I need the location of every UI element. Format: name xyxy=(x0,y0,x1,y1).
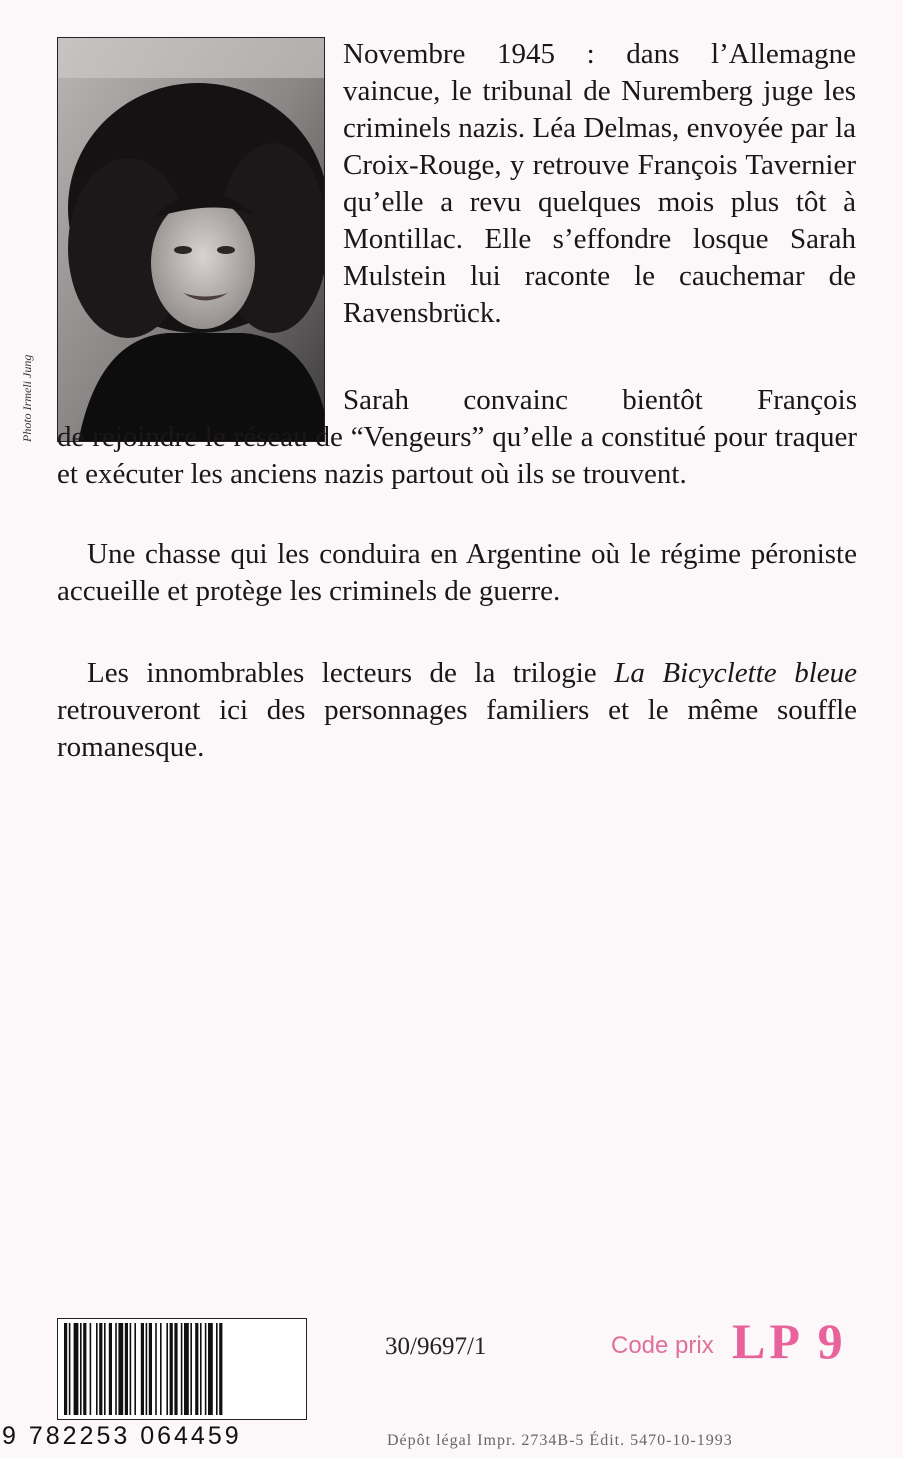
legal-deposit: Dépôt légal Impr. 2734B-5 Édit. 5470-10-1993 xyxy=(387,1432,733,1449)
barcode-bar xyxy=(205,1323,207,1415)
barcode-bar xyxy=(104,1323,106,1415)
barcode-bar xyxy=(200,1323,202,1415)
barcode-bar xyxy=(118,1323,123,1415)
barcode-bar xyxy=(149,1323,152,1415)
price-code-label: Code prix xyxy=(611,1332,714,1359)
barcode-bar xyxy=(190,1323,192,1415)
barcode-bar xyxy=(141,1323,144,1415)
barcode-bar xyxy=(125,1323,128,1415)
barcode-bar xyxy=(69,1323,71,1415)
barcode-bar xyxy=(170,1323,173,1415)
barcode-bar xyxy=(90,1323,92,1415)
barcode-bar xyxy=(130,1323,132,1415)
barcode-bar xyxy=(195,1323,198,1415)
barcode-bar xyxy=(181,1323,183,1415)
blurb-paragraph-3: Une chasse qui les conduira en Argentine où le régime péroniste accueille et protège les criminels de guerre. xyxy=(57,538,857,607)
barcode-bar xyxy=(219,1323,222,1415)
barcode-bar xyxy=(96,1323,98,1415)
barcode-number: 9 782253 064459 xyxy=(2,1422,242,1450)
barcode-bar xyxy=(208,1323,213,1415)
photo-credit: Photo Irmeli Jung xyxy=(20,354,34,442)
barcode-bar xyxy=(146,1323,148,1415)
code-number: 30/9697/1 xyxy=(385,1333,487,1360)
barcode-bar xyxy=(216,1323,218,1415)
book-title: La Bicyclette bleue xyxy=(614,657,857,689)
blurb-paragraph-2 xyxy=(57,382,857,493)
blurb-paragraph-4 xyxy=(57,655,857,766)
barcode-bar xyxy=(109,1323,112,1415)
price-code: LP 9 xyxy=(732,1313,847,1369)
barcode-bar xyxy=(80,1323,82,1415)
barcode-bar xyxy=(83,1323,86,1415)
barcode-bar xyxy=(64,1323,67,1415)
barcode-bar xyxy=(166,1323,168,1415)
blurb-paragraph-2-lead: Sarah convainc bientôt François xyxy=(343,384,857,416)
barcode-bar xyxy=(155,1323,157,1415)
blurb-paragraph-2-rest: de rejoindre le réseau de “Vengeurs” qu’elle a constitué pour traquer et exécuter les anciens nazis partout où ils se trouvent. xyxy=(57,421,857,490)
barcode-bars xyxy=(58,1319,306,1419)
barcode xyxy=(57,1318,307,1420)
barcode-bar xyxy=(99,1323,102,1415)
barcode-bar xyxy=(184,1323,189,1415)
blurb-paragraph-4-end: retrouveront ici des personnages familiers et le même souffle romanesque. xyxy=(57,694,857,763)
barcode-bar xyxy=(74,1323,79,1415)
barcode-bar xyxy=(115,1323,117,1415)
blurb-paragraph-4-start: Les innombrables lecteurs de la trilogie xyxy=(87,657,615,689)
blurb-paragraph-1: Novembre 1945 : dans l’Allemagne vaincue, le tribunal de Nuremberg juge les criminels nazis. Léa Delmas, envoyée par la Croix-Rouge, y retrouve François Tavernier qu’elle a revu quelques mois plus tôt à Montillac. Elle s’effondre losque Sarah Mulstein lui raconte le cauchemar de Ravensbrück. xyxy=(343,38,856,329)
barcode-bar xyxy=(160,1323,162,1415)
barcode-bar xyxy=(134,1323,136,1415)
barcode-bar xyxy=(174,1323,177,1415)
